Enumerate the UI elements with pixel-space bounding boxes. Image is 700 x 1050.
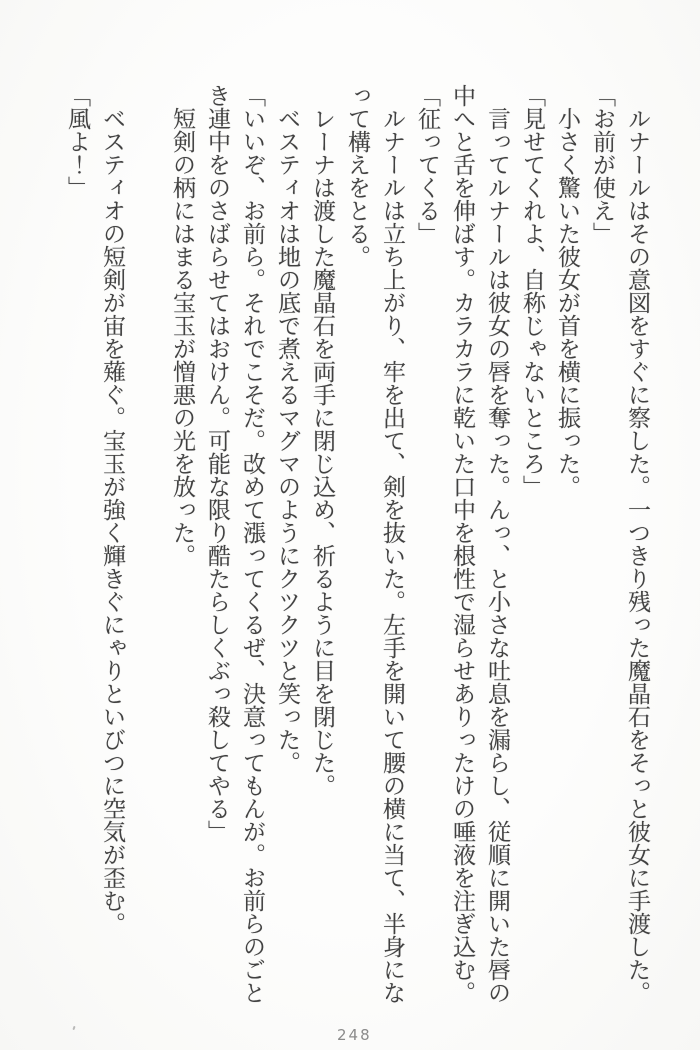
paragraph-line: 「お前が使え」 <box>589 84 615 245</box>
paragraph-line: 「征ってくる」 <box>414 84 440 245</box>
paragraph-line: ベスティオの短剣が宙を薙ぐ。宝玉が強く輝きぐにゃりといびつに空気が歪む。 <box>99 107 125 935</box>
paragraph-line: 小さく驚いた彼女が首を横に振った。 <box>554 107 580 498</box>
paragraph-line: 「見せてくれよ、自称じゃないところ」 <box>519 84 545 498</box>
paragraph-line: レーナは渡した魔晶石を両手に閉じ込め、祈るように目を閉じた。 <box>309 107 335 797</box>
paragraph-line: 短剣の柄にはまる宝玉が憎悪の光を放った。 <box>169 107 195 567</box>
paragraph-line: ルナールは立ち上がり、牢を出て、剣を抜いた。左手を開いて腰の横に当て、半身になって構えをとる。 <box>344 84 405 1004</box>
paragraph-line: 言ってルナールは彼女の唇を奪った。んっ、と小さな吐息を漏らし、従順に開いた唇の中へと舌を伸ばす。カラカラに乾いた口中を根性で湿らせありったけの唾液を注ぎ込む。 <box>449 84 510 1004</box>
page-number: 248 <box>337 1026 372 1044</box>
paragraph-line: ベスティオは地の底で煮えるマグマのようにクツクツと笑った。 <box>274 107 300 774</box>
paragraph-line: 「風よ！」 <box>64 84 90 199</box>
paragraph-line: ルナールはその意図をすぐに察した。一つきり残った魔晶石をそっと彼女に手渡した。 <box>624 107 650 1004</box>
paragraph-line: 「いいぞ、お前ら。それでこそだ。改めて漲ってくるぜ、決意ってもんが。お前らのごとき連中をのさばらせてはおけん。可能な限り酷たらしくぶっ殺してやる」 <box>204 84 265 1004</box>
scan-artifact-dot <box>72 1026 75 1030</box>
vertical-text-block <box>59 84 654 1004</box>
